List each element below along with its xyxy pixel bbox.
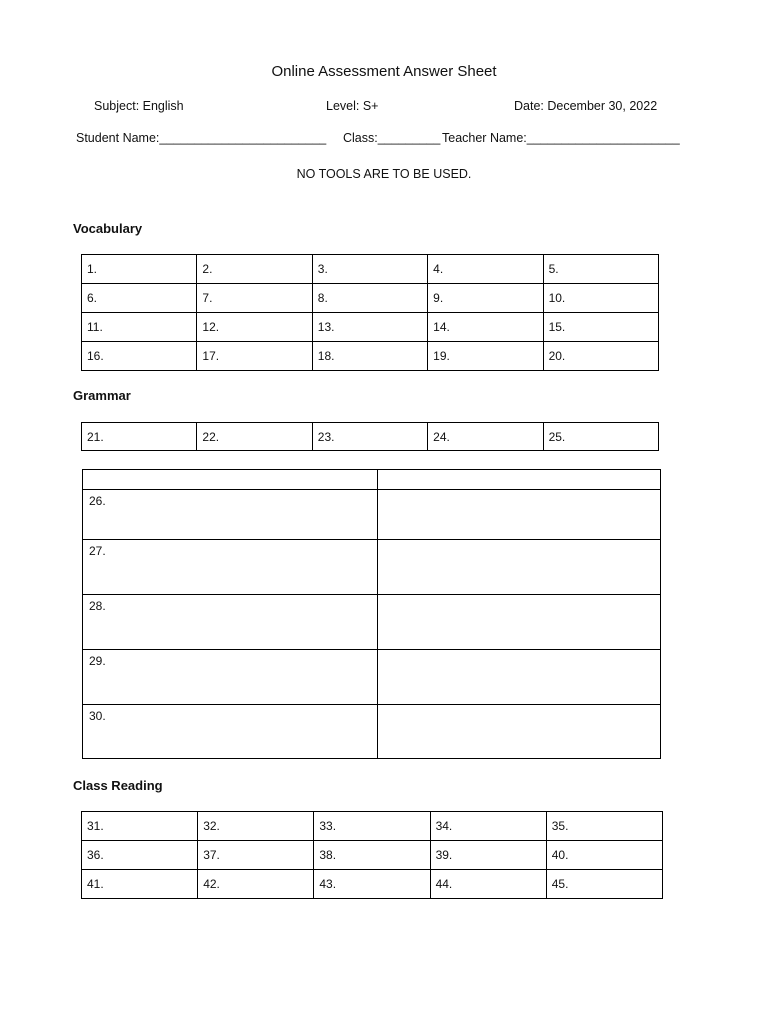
answer-cell[interactable]: 8. bbox=[312, 284, 427, 313]
table-row bbox=[82, 423, 659, 451]
answer-cell[interactable]: 31. bbox=[82, 812, 198, 841]
answer-cell[interactable]: 43. bbox=[314, 870, 430, 899]
answer-cell[interactable]: 12. bbox=[197, 313, 312, 342]
grammar-long-table bbox=[82, 469, 661, 759]
answer-cell[interactable]: 33. bbox=[314, 812, 430, 841]
answer-cell[interactable]: 23. bbox=[312, 423, 427, 451]
table-row bbox=[82, 812, 663, 841]
answer-cell[interactable]: 35. bbox=[546, 812, 662, 841]
notice: NO TOOLS ARE TO BE USED. bbox=[296, 167, 472, 181]
table-row bbox=[82, 313, 659, 342]
answer-cell[interactable]: 11. bbox=[82, 313, 197, 342]
answer-cell[interactable]: 5. bbox=[543, 255, 658, 284]
answer-cell[interactable]: 24. bbox=[428, 423, 543, 451]
answer-cell[interactable]: 44. bbox=[430, 870, 546, 899]
answer-cell[interactable]: 39. bbox=[430, 841, 546, 870]
answer-cell[interactable]: 38. bbox=[314, 841, 430, 870]
long-answer-row bbox=[83, 490, 661, 540]
answer-cell[interactable] bbox=[378, 650, 661, 705]
section-class-reading: Class Reading bbox=[73, 778, 163, 793]
answer-cell[interactable] bbox=[378, 490, 661, 540]
teacher-name-field: Teacher Name:______________________ bbox=[442, 131, 680, 145]
level-label: Level: S+ bbox=[326, 99, 379, 113]
page-title: Online Assessment Answer Sheet bbox=[271, 63, 497, 80]
answer-cell[interactable]: 15. bbox=[543, 313, 658, 342]
class-reading-table bbox=[81, 811, 663, 899]
answer-cell[interactable]: 10. bbox=[543, 284, 658, 313]
section-grammar: Grammar bbox=[73, 388, 131, 403]
answer-cell[interactable]: 13. bbox=[312, 313, 427, 342]
answer-cell[interactable]: 45. bbox=[546, 870, 662, 899]
grammar-short-table bbox=[81, 422, 659, 451]
answer-cell[interactable]: 25. bbox=[543, 423, 658, 451]
header-cell bbox=[83, 470, 378, 490]
class-field: Class:_________ bbox=[343, 131, 441, 145]
table-row bbox=[82, 841, 663, 870]
answer-cell[interactable]: 41. bbox=[82, 870, 198, 899]
answer-cell[interactable]: 14. bbox=[428, 313, 543, 342]
answer-cell[interactable]: 32. bbox=[198, 812, 314, 841]
answer-cell[interactable]: 40. bbox=[546, 841, 662, 870]
table-row bbox=[82, 870, 663, 899]
question-number-cell: 27. bbox=[83, 540, 378, 595]
question-number-cell: 30. bbox=[83, 705, 378, 759]
answer-cell[interactable]: 17. bbox=[197, 342, 312, 371]
answer-cell[interactable]: 22. bbox=[197, 423, 312, 451]
vocabulary-table bbox=[81, 254, 659, 371]
long-answer-row bbox=[83, 650, 661, 705]
subject-label: Subject: English bbox=[94, 99, 184, 113]
table-row bbox=[82, 342, 659, 371]
section-vocabulary: Vocabulary bbox=[73, 221, 143, 236]
long-answer-row bbox=[83, 540, 661, 595]
header-row bbox=[83, 470, 661, 490]
answer-cell[interactable] bbox=[378, 540, 661, 595]
answer-cell[interactable]: 16. bbox=[82, 342, 197, 371]
answer-cell[interactable]: 4. bbox=[428, 255, 543, 284]
question-number-cell: 29. bbox=[83, 650, 378, 705]
answer-cell[interactable]: 6. bbox=[82, 284, 197, 313]
answer-cell[interactable]: 21. bbox=[82, 423, 197, 451]
answer-cell[interactable]: 36. bbox=[82, 841, 198, 870]
answer-cell[interactable]: 1. bbox=[82, 255, 197, 284]
answer-cell[interactable]: 2. bbox=[197, 255, 312, 284]
long-answer-row bbox=[83, 595, 661, 650]
student-name-field: Student Name:________________________ bbox=[76, 131, 327, 145]
answer-cell[interactable] bbox=[378, 595, 661, 650]
answer-cell[interactable]: 18. bbox=[312, 342, 427, 371]
answer-cell[interactable] bbox=[378, 705, 661, 759]
question-number-cell: 26. bbox=[83, 490, 378, 540]
date-label: Date: December 30, 2022 bbox=[514, 99, 658, 113]
header-cell bbox=[378, 470, 661, 490]
question-number-cell: 28. bbox=[83, 595, 378, 650]
table-row bbox=[82, 284, 659, 313]
answer-cell[interactable]: 19. bbox=[428, 342, 543, 371]
answer-cell[interactable]: 20. bbox=[543, 342, 658, 371]
answer-cell[interactable]: 42. bbox=[198, 870, 314, 899]
table-row bbox=[82, 255, 659, 284]
long-answer-row bbox=[83, 705, 661, 759]
answer-cell[interactable]: 7. bbox=[197, 284, 312, 313]
answer-cell[interactable]: 9. bbox=[428, 284, 543, 313]
answer-cell[interactable]: 37. bbox=[198, 841, 314, 870]
answer-cell[interactable]: 3. bbox=[312, 255, 427, 284]
answer-cell[interactable]: 34. bbox=[430, 812, 546, 841]
